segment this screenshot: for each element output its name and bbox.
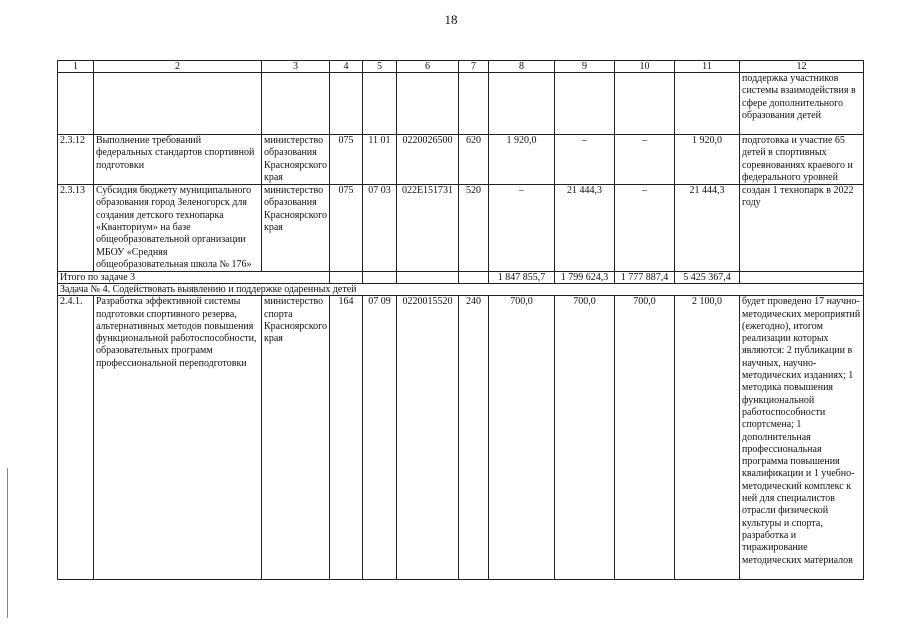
vr-cell: 520: [459, 185, 489, 272]
rzpr-cell: 11 01: [363, 135, 397, 185]
subtotal-label: Итого по задаче 3: [58, 272, 330, 284]
page-edge-line: [7, 468, 8, 618]
empty-cell: [740, 272, 864, 284]
result-cell: поддержка участников системы взаимодействия в сфере дополнительного образования детей: [740, 73, 864, 135]
total-amount-cell: 1 920,0: [675, 135, 740, 185]
table-row: [58, 135, 864, 185]
column-number: 8: [489, 61, 555, 73]
year3-amount-cell: 700,0: [615, 296, 675, 580]
empty-cell: [397, 272, 459, 284]
subtotal-year3: 1 777 887,4: [615, 272, 675, 284]
task-header-row: [58, 284, 864, 296]
year1-amount-cell: 700,0: [489, 296, 555, 580]
column-number: 5: [363, 61, 397, 73]
table-row: [58, 296, 864, 580]
subtotal-row: [58, 272, 864, 284]
year1-amount-cell: 1 920,0: [489, 135, 555, 185]
column-number: 7: [459, 61, 489, 73]
column-number: 1: [58, 61, 94, 73]
total-amount-cell: 2 100,0: [675, 296, 740, 580]
agency-cell: министерство спорта Красноярского края: [262, 296, 330, 580]
empty-cell: [459, 73, 489, 135]
table-row: [58, 185, 864, 272]
year3-amount-cell: –: [615, 135, 675, 185]
column-number: 2: [94, 61, 262, 73]
year3-amount-cell: –: [615, 185, 675, 272]
empty-cell: [489, 73, 555, 135]
measure-name-cell: Разработка эффективной системы подготовки спортивного резерва, альтернативных методов повышения функциональной работоспособности, образовательных программ профессиональной переподготовки: [94, 296, 262, 580]
agency-cell: министерство образования Красноярского края: [262, 135, 330, 185]
column-number-row: [58, 61, 864, 73]
rzpr-cell: 07 03: [363, 185, 397, 272]
empty-cell: [363, 73, 397, 135]
column-number: 3: [262, 61, 330, 73]
column-number: 12: [740, 61, 864, 73]
empty-cell: [363, 272, 397, 284]
grbs-cell: 164: [330, 296, 363, 580]
agency-cell: министерство образования Красноярского края: [262, 185, 330, 272]
subtotal-year1: 1 847 855,7: [489, 272, 555, 284]
empty-cell: [459, 272, 489, 284]
table-row-continued: [58, 73, 864, 135]
empty-cell: [397, 73, 459, 135]
empty-cell: [58, 73, 94, 135]
empty-cell: [615, 73, 675, 135]
column-number: 11: [675, 61, 740, 73]
empty-cell: [555, 73, 615, 135]
subtotal-year2: 1 799 624,3: [555, 272, 615, 284]
measure-name-cell: Выполнение требований федеральных стандартов спортивной подготовки: [94, 135, 262, 185]
code-cell: 2.3.12: [58, 135, 94, 185]
empty-cell: [675, 73, 740, 135]
year1-amount-cell: –: [489, 185, 555, 272]
grbs-cell: 075: [330, 185, 363, 272]
csr-cell: 0220026500: [397, 135, 459, 185]
column-number: 4: [330, 61, 363, 73]
csr-cell: 022E151731: [397, 185, 459, 272]
page-number: 18: [444, 12, 458, 27]
empty-cell: [94, 73, 262, 135]
result-cell: создан 1 технопарк в 2022 году: [740, 185, 864, 272]
empty-cell: [330, 73, 363, 135]
vr-cell: 620: [459, 135, 489, 185]
year2-amount-cell: 21 444,3: [555, 185, 615, 272]
vr-cell: 240: [459, 296, 489, 580]
measure-name-cell: Субсидия бюджету муниципального образования город Зеленогорск для создания детского технопарка «Кванториум» на базе общеобразовательной организации МБОУ «Средняя общеобразовательная школа № 176»: [94, 185, 262, 272]
budget-table: [57, 60, 864, 580]
empty-cell: [330, 272, 363, 284]
result-cell: будет проведено 17 научно-методических мероприятий (ежегодно), итогом реализации которых являются: 2 публикации в научных, научно-методических изданиях; 1 методика повышения функциональной работоспособности спортсмена; 1 дополнительная профессиональная программа повышения квалификации и 1 учебно-методический комплекс к ней для специалистов отрасли физической культуры и спорта, разработка и тиражирование методических материалов: [740, 296, 864, 580]
empty-cell: [262, 73, 330, 135]
code-cell: 2.4.1.: [58, 296, 94, 580]
csr-cell: 0220015520: [397, 296, 459, 580]
grbs-cell: 075: [330, 135, 363, 185]
column-number: 9: [555, 61, 615, 73]
result-cell: подготовка и участие 65 детей в спортивных соревнованиях краевого и федерального уровней: [740, 135, 864, 185]
task-header: Задача № 4. Содействовать выявлению и поддержке одаренных детей: [58, 284, 864, 296]
rzpr-cell: 07 09: [363, 296, 397, 580]
code-cell: 2.3.13: [58, 185, 94, 272]
total-amount-cell: 21 444,3: [675, 185, 740, 272]
column-number: 10: [615, 61, 675, 73]
column-number: 6: [397, 61, 459, 73]
year2-amount-cell: –: [555, 135, 615, 185]
year2-amount-cell: 700,0: [555, 296, 615, 580]
subtotal-total: 5 425 367,4: [675, 272, 740, 284]
